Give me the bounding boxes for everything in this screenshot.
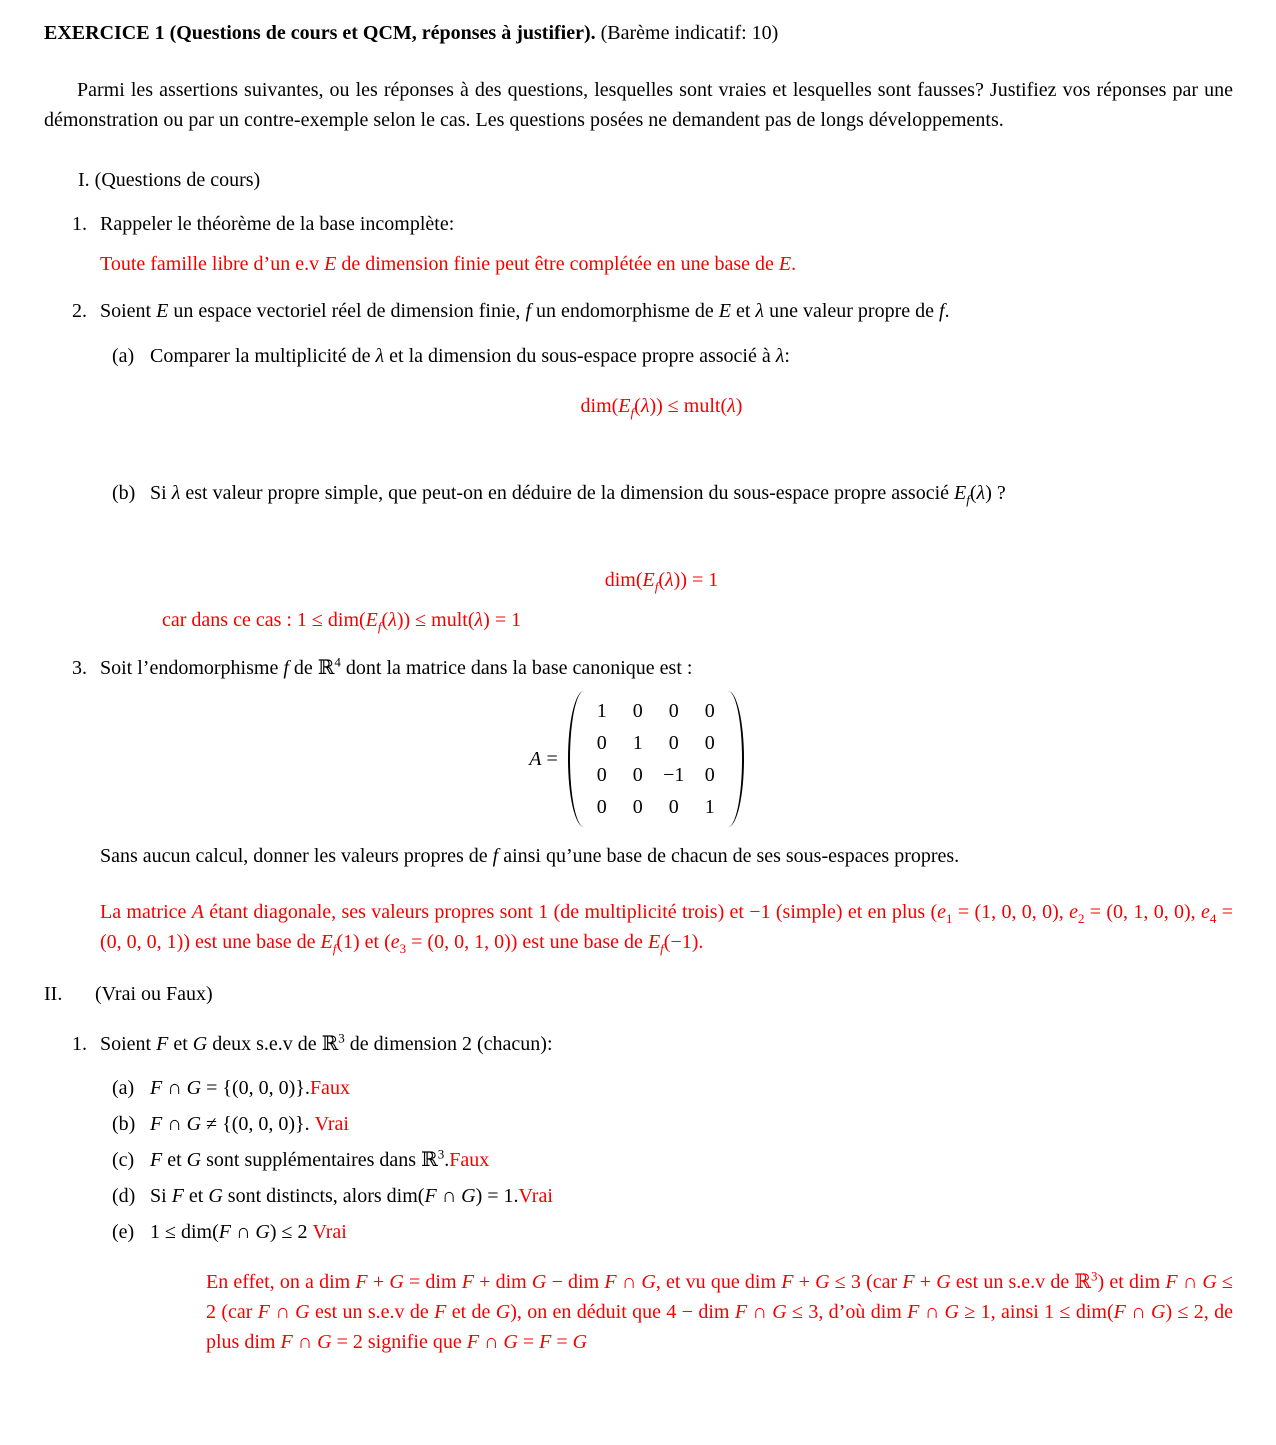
section-2-name: (Vrai ou Faux) (95, 983, 213, 1005)
question-i-3 (72, 653, 1233, 957)
question-i-2a-label: (a) (112, 345, 135, 367)
matrix-cell: 0 (668, 732, 679, 754)
matrix-lhs: A = (529, 748, 558, 770)
section-1-name: (Questions de cours) (94, 169, 261, 191)
tf-item-b (112, 1109, 1233, 1139)
matrix-cell: 0 (668, 700, 679, 722)
matrix-cell: 1 (704, 796, 715, 818)
tf-item-a-verdict: Faux (309, 1077, 350, 1099)
question-i-3-followup: Sans aucun calcul, donner les valeurs propres de f ainsi qu’une base de chacun de ses sous-espaces propres. (100, 845, 960, 867)
matrix-cell: 1 (632, 732, 643, 754)
question-i-2a (112, 341, 1233, 421)
tf-item-c-statement: F et G sont supplémentaires dans ℝ$^3$. (150, 1146, 450, 1171)
question-i-2 (72, 296, 1233, 635)
tf-item-a-label: (a) (112, 1077, 135, 1099)
tf-item-a (112, 1073, 1233, 1103)
question-i-2-label: 2. (72, 300, 87, 322)
matrix-left-paren (568, 691, 584, 827)
matrix-cell: 0 (632, 796, 643, 818)
question-ii-1-text: Soient F et G deux s.e.v de ℝ$^3$ de dimension 2 (chacun): (100, 1030, 553, 1055)
tf-item-d-label: (d) (112, 1185, 136, 1207)
matrix-cell: −1 (663, 764, 685, 786)
justification-ii-1: En effet, on a dim F + G = dim F + dim G − dim F ∩ G, et vu que dim F + G ≤ 3 (car F + G est un s.e.v de ℝ$^3$) et dim F ∩ G ≤ 2 (car F ∩ G est un s.e.v de F et de G), on en déduit que 4 − dim F ∩ G ≤ 3, d’où dim F ∩ G ≥ 1, ainsi 1 ≤ dim(F ∩ G) ≤ 2, de plus dim F ∩ G = 2 signifie que F ∩ G = F = G (206, 1268, 1234, 1353)
tf-item-e-verdict: Vrai (312, 1221, 347, 1243)
section-1-heading (44, 165, 1233, 195)
question-i-2a-text: Comparer la multiplicité de λ et la dimension du sous-espace propre associé à λ: (150, 345, 790, 367)
section-1-label: I. (78, 169, 90, 191)
answer-formula-i-2b: $dim(E_f(\lambda)) = 1$ (604, 569, 719, 594)
matrix-equation (100, 691, 1173, 827)
answer-i-1: Toute famille libre d’un e.v E de dimension finie peut être complétée en une base de E. (100, 253, 797, 275)
tf-item-a-statement: F ∩ G = {(0, 0, 0)}. (150, 1077, 310, 1099)
question-i-1-text: Rappeler le théorème de la base incomplète: (100, 213, 455, 235)
question-i-1 (72, 209, 1233, 279)
tf-item-e (112, 1217, 1233, 1247)
answer-note-i-2b: car dans ce cas : $1 \le dim(E_f(\lambda))$ ≤ mult(λ) = 1 (162, 609, 522, 634)
matrix-cell: 0 (596, 732, 607, 754)
tf-item-b-verdict: Vrai (314, 1113, 349, 1135)
exercise-title-scale: (Barème indicatif: 10) (595, 22, 779, 44)
question-i-3-label: 3. (72, 657, 87, 679)
section-2-label: II. (44, 983, 63, 1005)
tf-item-c-verdict: Faux (449, 1149, 490, 1171)
page-title (44, 18, 1233, 48)
tf-item-d-verdict: Vrai (518, 1185, 553, 1207)
matrix-cell: 0 (596, 764, 607, 786)
matrix-right-paren (728, 691, 744, 827)
question-i-3-text: Soit l’endomorphisme f de ℝ$^4$ dont la matrice dans la base canonique est : (100, 654, 693, 679)
question-ii-1-label: 1. (72, 1033, 87, 1055)
tf-item-b-statement: F ∩ G ≠ {(0, 0, 0)}. (150, 1113, 315, 1135)
matrix-cell: 0 (704, 732, 715, 754)
matrix-cell: 0 (668, 796, 679, 818)
tf-item-c (112, 1145, 1233, 1175)
tf-item-d-statement: Si F et G sont distincts, alors dim(F ∩ G) = 1. (150, 1185, 519, 1207)
tf-item-e-statement: 1 ≤ dim(F ∩ G) ≤ 2 (150, 1221, 313, 1243)
answer-i-3: La matrice A étant diagonale, ses valeurs propres sont 1 (de multiplicité trois) et −1 (simple) et en plus ($e_1 = (1$, 0, 0, 0), $e_2 = (0$, 1, 0, 0), $e_4 = (0$, 0, 0, 1)) est une base de $E_f(1)$ et ($e_3 = (0$, 0, 1, 0)) est une base de $E_f(-1)$. (100, 901, 1233, 956)
tf-item-b-label: (b) (112, 1113, 136, 1135)
matrix-cell: 0 (632, 700, 643, 722)
tf-item-e-label: (e) (112, 1221, 135, 1243)
matrix-a (584, 691, 728, 827)
exercise-title: EXERCICE 1 (Questions de cours et QCM, réponses à justifier). (44, 22, 596, 44)
matrix-cell: 0 (704, 700, 715, 722)
question-i-2b (112, 478, 1233, 635)
tf-item-c-label: (c) (112, 1149, 135, 1171)
matrix-cell: 1 (596, 700, 607, 722)
question-i-2-text: Soient E un espace vectoriel réel de dimension finie, f un endomorphisme de E et λ une valeur propre de f. (100, 300, 950, 322)
question-i-2b-text: Si λ est valeur propre simple, que peut-on en déduire de la dimension du sous-espace propre associé $E_f(\lambda)$ ? (150, 482, 1006, 507)
matrix-cell: 0 (632, 764, 643, 786)
tf-item-d (112, 1181, 1233, 1211)
matrix-cell: 0 (596, 796, 607, 818)
question-i-2b-label: (b) (112, 482, 136, 504)
matrix-cell: 0 (704, 764, 715, 786)
question-i-1-label: 1. (72, 213, 87, 235)
question-ii-1 (72, 1029, 1233, 1357)
answer-formula-i-2a: $dim(E_f(\lambda))$ ≤ mult(λ) (580, 395, 743, 420)
intro-paragraph: Parmi les assertions suivantes, ou les réponses à des questions, lesquelles sont vraies et lesquelles sont fausses? Justifiez vos réponses par une démonstration ou par un contre-exemple selon le cas. Les questions posées ne demandent pas de longs développements. (44, 79, 1233, 131)
section-2-heading (44, 979, 1233, 1009)
